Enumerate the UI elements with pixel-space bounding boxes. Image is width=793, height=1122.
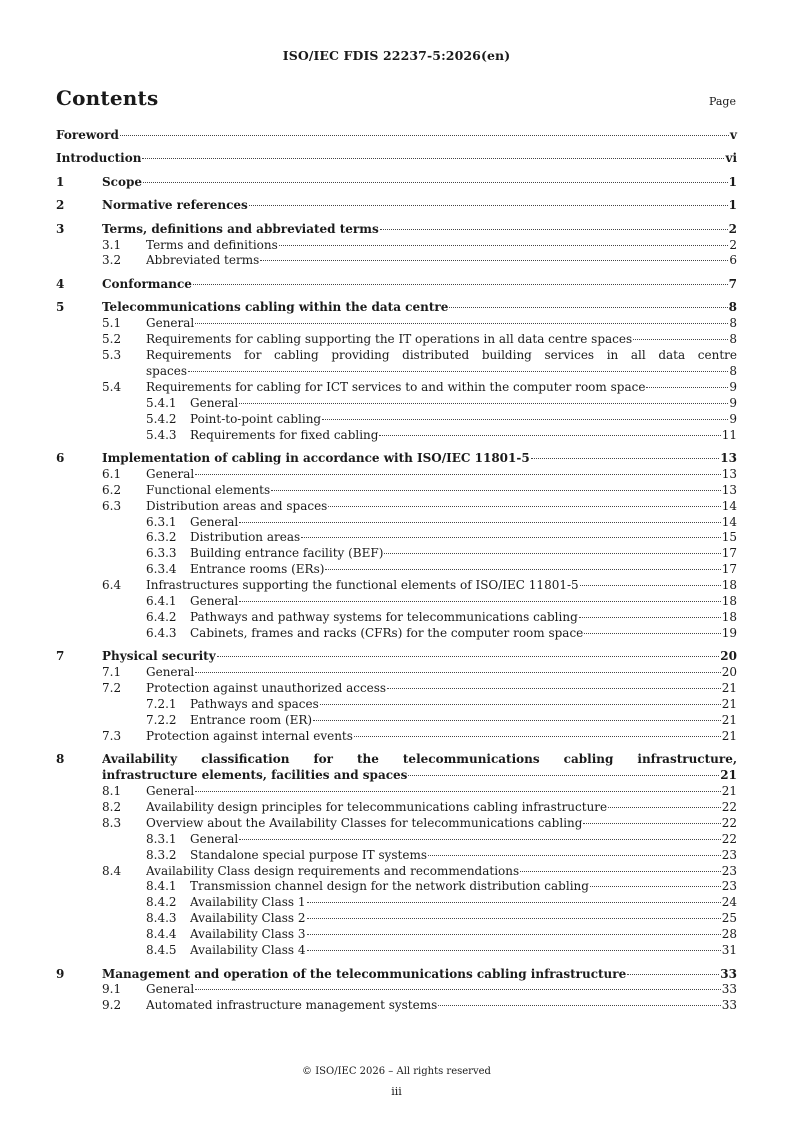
dot-leader bbox=[408, 775, 719, 776]
toc-entry-title-continued: infrastructure elements, facilities and spaces bbox=[102, 768, 408, 783]
toc-entry[interactable] bbox=[56, 151, 737, 167]
dot-leader bbox=[320, 704, 721, 705]
toc-entry-number: 6.3 bbox=[102, 498, 122, 513]
toc-entry-title: Point-to-point cabling bbox=[190, 411, 322, 426]
toc-entry-number: 4 bbox=[56, 276, 65, 291]
dot-leader bbox=[307, 902, 721, 903]
page-number: iii bbox=[391, 1085, 402, 1098]
toc-entry-page: 8 bbox=[729, 316, 737, 331]
dot-leader bbox=[438, 1005, 720, 1006]
toc-entry[interactable] bbox=[56, 681, 737, 697]
toc-entry-page: 14 bbox=[721, 514, 737, 529]
toc-entry[interactable] bbox=[56, 943, 737, 959]
toc-entry-number: 6.3.4 bbox=[146, 562, 177, 577]
toc-entry-number: 7.2.1 bbox=[146, 697, 177, 711]
toc-entry-title: Availability Class 1 bbox=[190, 895, 306, 910]
toc-entry-title: Telecommunications cabling within the data centre bbox=[102, 300, 449, 315]
dot-leader bbox=[195, 474, 720, 475]
dot-leader bbox=[195, 672, 720, 673]
toc-entry[interactable] bbox=[56, 626, 737, 642]
toc-entry-continuation[interactable] bbox=[56, 768, 737, 784]
dot-leader bbox=[195, 323, 728, 324]
toc-entry-number: 6.4.3 bbox=[146, 625, 177, 640]
toc-entry-page: 13 bbox=[721, 466, 737, 481]
toc-entry-number: 7.3 bbox=[102, 728, 122, 743]
toc-entry[interactable] bbox=[56, 578, 737, 594]
toc-entry-page: 23 bbox=[721, 847, 737, 862]
toc-entry-page: 18 bbox=[721, 578, 737, 593]
toc-entry[interactable] bbox=[56, 175, 737, 191]
toc-entry[interactable] bbox=[56, 546, 737, 562]
toc-entry[interactable] bbox=[56, 879, 737, 895]
toc-entry[interactable] bbox=[56, 832, 737, 848]
toc-entry-number: 8.1 bbox=[102, 784, 122, 799]
toc-entry-page: 18 bbox=[721, 609, 737, 624]
toc-entry[interactable] bbox=[56, 967, 737, 983]
toc-entry-number: 8.4.4 bbox=[146, 927, 177, 942]
toc-entry-page: vi bbox=[725, 151, 737, 166]
toc-entry-title: Foreword bbox=[56, 128, 119, 142]
toc-entry-number: 6.3.3 bbox=[146, 546, 177, 561]
dot-leader bbox=[301, 537, 721, 538]
page-title: Contents bbox=[56, 86, 159, 110]
toc-entry-number: 5.4.3 bbox=[146, 427, 177, 442]
toc-entry-title: Pathways and spaces bbox=[190, 697, 319, 711]
toc-entry-page: 1 bbox=[728, 174, 737, 189]
dot-leader bbox=[325, 569, 720, 570]
toc-entry-title: Distribution areas and spaces bbox=[146, 498, 328, 513]
toc-entry-title: Entrance rooms (ERs) bbox=[190, 562, 325, 577]
toc-entry[interactable] bbox=[56, 594, 737, 610]
dot-leader bbox=[193, 284, 728, 285]
dot-leader bbox=[384, 553, 720, 554]
toc-entry-title: Requirements for fixed cabling bbox=[190, 427, 379, 442]
toc-entry-number: 5.3 bbox=[102, 347, 122, 362]
toc-entry-title: General bbox=[190, 594, 239, 609]
toc-entry[interactable] bbox=[56, 253, 737, 269]
toc-entry-page: 9 bbox=[729, 395, 737, 410]
toc-entry-title-continued: spaces bbox=[146, 363, 187, 378]
toc-entry-page: 8 bbox=[728, 300, 737, 315]
dot-leader bbox=[580, 585, 721, 586]
dot-leader bbox=[579, 617, 721, 618]
dot-leader bbox=[583, 823, 720, 824]
toc-entry-number: 8.3.1 bbox=[146, 831, 177, 846]
toc-entry-page: 28 bbox=[721, 927, 737, 942]
toc-entry-page: 19 bbox=[721, 625, 737, 640]
toc-entry-page: 20 bbox=[721, 665, 737, 680]
toc-entry[interactable] bbox=[56, 610, 737, 626]
toc-entry-number: 1 bbox=[56, 174, 65, 189]
toc-entry[interactable] bbox=[56, 428, 737, 444]
dot-leader bbox=[387, 688, 721, 689]
toc-entry-title: Automated infrastructure management systems bbox=[146, 998, 438, 1013]
dot-leader bbox=[239, 403, 728, 404]
toc-entry-title: Overview about the Availability Classes for telecommunications cabling bbox=[146, 815, 583, 830]
toc-entry[interactable] bbox=[56, 713, 737, 729]
toc-entry-title: Protection against unauthorized access bbox=[146, 681, 387, 696]
toc-entry-continuation[interactable] bbox=[56, 364, 737, 380]
toc-entry-number: 9 bbox=[56, 966, 65, 981]
dot-leader bbox=[608, 807, 721, 808]
dot-leader bbox=[307, 918, 721, 919]
toc-entry-page: 18 bbox=[721, 594, 737, 609]
toc-entry-page: 25 bbox=[721, 911, 737, 926]
toc-entry[interactable] bbox=[56, 864, 737, 880]
toc-entry[interactable] bbox=[56, 128, 737, 144]
copyright-footer: © ISO/IEC 2026 – All rights reserved bbox=[302, 1066, 491, 1077]
toc-entry[interactable] bbox=[56, 911, 737, 927]
toc-entry-title: Availability Class 4 bbox=[190, 943, 306, 958]
toc-entry-number: 5.4.2 bbox=[146, 411, 177, 426]
toc-entry-number: 8.2 bbox=[102, 799, 122, 814]
toc-entry-page: 8 bbox=[729, 332, 737, 347]
toc-entry-number: 6.1 bbox=[102, 466, 122, 481]
toc-entry[interactable] bbox=[56, 982, 737, 998]
toc-entry-page: 20 bbox=[720, 649, 737, 664]
dot-leader bbox=[313, 720, 721, 721]
toc-entry[interactable] bbox=[56, 649, 737, 665]
dot-leader bbox=[380, 229, 728, 230]
toc-entry-title: General bbox=[146, 982, 195, 997]
dot-leader bbox=[307, 934, 721, 935]
toc-entry-number: 5.1 bbox=[102, 316, 122, 331]
toc-entry-page: 21 bbox=[721, 728, 737, 743]
toc-entry[interactable] bbox=[56, 451, 737, 467]
toc-entry-number: 6.4.2 bbox=[146, 609, 177, 624]
toc-entry-page: 22 bbox=[721, 799, 737, 814]
dot-leader bbox=[328, 506, 720, 507]
toc-entry[interactable] bbox=[56, 530, 737, 546]
toc-entry-number: 3 bbox=[56, 221, 65, 236]
toc-entry[interactable] bbox=[56, 222, 737, 238]
toc-entry-title: Terms and definitions bbox=[146, 237, 278, 252]
toc-entry[interactable] bbox=[56, 238, 737, 254]
toc-entry-page: 1 bbox=[728, 198, 737, 213]
toc-entry-page: 22 bbox=[721, 815, 737, 830]
dot-leader bbox=[307, 950, 721, 951]
toc-entry[interactable] bbox=[56, 665, 737, 681]
toc-entry-page: 22 bbox=[721, 831, 737, 846]
dot-leader bbox=[646, 387, 728, 388]
dot-leader bbox=[239, 522, 720, 523]
toc-entry-number: 7 bbox=[56, 649, 65, 664]
toc-entry[interactable] bbox=[56, 562, 737, 578]
toc-entry-page: 31 bbox=[721, 943, 737, 958]
toc-entry-title: Infrastructures supporting the functional elements of ISO/IEC 11801-5 bbox=[146, 578, 579, 593]
toc-entry[interactable] bbox=[56, 499, 737, 515]
toc-entry-page: 2 bbox=[729, 237, 737, 252]
toc-entry-title: Availability Class 2 bbox=[190, 911, 306, 926]
toc-entry-number: 6.4.1 bbox=[146, 594, 177, 609]
toc-entry-page: 24 bbox=[721, 895, 737, 910]
toc-entry-number: 8.4.2 bbox=[146, 895, 177, 910]
toc-entry-page: 23 bbox=[721, 863, 737, 878]
toc-entry-page: 9 bbox=[729, 411, 737, 426]
toc-entry[interactable] bbox=[56, 483, 737, 499]
toc-entry-page: 11 bbox=[721, 427, 737, 442]
toc-entry-page: 8 bbox=[729, 363, 737, 378]
document-header: ISO/IEC FDIS 22237-5:2026(en) bbox=[282, 48, 511, 63]
toc-entry-number: 8.4 bbox=[102, 863, 122, 878]
dot-leader bbox=[239, 601, 720, 602]
dot-leader bbox=[627, 974, 719, 975]
toc-entry-title: Management and operation of the telecommunications cabling infrastructure bbox=[102, 966, 627, 981]
dot-leader bbox=[354, 736, 721, 737]
toc-entry-number: 5.2 bbox=[102, 332, 122, 347]
toc-entry[interactable] bbox=[56, 380, 737, 396]
toc-entry[interactable] bbox=[56, 729, 737, 745]
toc-entry-title: General bbox=[190, 514, 239, 529]
toc-entry-title: Requirements for cabling providing distributed building services in all data centre bbox=[146, 347, 737, 362]
toc-entry-title: Standalone special purpose IT systems bbox=[190, 847, 428, 862]
toc-entry-title: Requirements for cabling for ICT services to and within the computer room space bbox=[146, 379, 646, 394]
toc-entry-page: 15 bbox=[721, 530, 737, 545]
toc-entry[interactable] bbox=[56, 800, 737, 816]
toc-entry-title: Terms, definitions and abbreviated terms bbox=[102, 221, 379, 236]
toc-entry[interactable] bbox=[56, 467, 737, 483]
toc-entry[interactable] bbox=[56, 752, 737, 768]
toc-entry[interactable] bbox=[56, 895, 737, 911]
toc-entry-title: Entrance room (ER) bbox=[190, 712, 313, 727]
toc-entry[interactable] bbox=[56, 784, 737, 800]
toc-entry-number: 8.4.3 bbox=[146, 911, 177, 926]
dot-leader bbox=[260, 260, 728, 261]
toc-entry[interactable] bbox=[56, 198, 737, 214]
toc-entry[interactable] bbox=[56, 697, 737, 713]
toc-entry-page: 9 bbox=[729, 379, 737, 394]
toc-entry-number: 8.4.1 bbox=[146, 879, 177, 894]
toc-entry-page: 7 bbox=[728, 276, 737, 291]
toc-entry[interactable] bbox=[56, 816, 737, 832]
dot-leader bbox=[379, 435, 720, 436]
toc-entry-title: Requirements for cabling supporting the IT operations in all data centre spaces bbox=[146, 332, 633, 347]
toc-entry-page: 17 bbox=[721, 546, 737, 561]
toc-entry-page: 33 bbox=[720, 966, 737, 981]
toc-entry[interactable] bbox=[56, 998, 737, 1014]
toc-entry-number: 8.3 bbox=[102, 815, 122, 830]
toc-entry-title: General bbox=[146, 466, 195, 481]
toc-entry-page: 21 bbox=[721, 712, 737, 727]
dot-leader bbox=[120, 135, 729, 136]
dot-leader bbox=[239, 839, 720, 840]
dot-leader bbox=[531, 458, 720, 459]
toc-entry-number: 5.4 bbox=[102, 379, 122, 394]
toc-entry-page: 21 bbox=[720, 768, 737, 783]
dot-leader bbox=[322, 419, 728, 420]
toc-entry[interactable] bbox=[56, 300, 737, 316]
toc-entry[interactable] bbox=[56, 348, 737, 364]
toc-entry-title: Functional elements bbox=[146, 482, 271, 497]
toc-entry-title: General bbox=[146, 316, 195, 331]
toc-entry-page: 23 bbox=[721, 879, 737, 894]
toc-entry-title: General bbox=[190, 831, 239, 846]
toc-entry-title: Conformance bbox=[102, 276, 192, 291]
toc-entry-title: Introduction bbox=[56, 151, 142, 166]
dot-leader bbox=[279, 245, 729, 246]
toc-entry-number: 8 bbox=[56, 752, 65, 767]
toc-entry-title: Physical security bbox=[102, 649, 216, 664]
toc-entry-number: 3.1 bbox=[102, 237, 122, 252]
toc-entry-title: Implementation of cabling in accordance with ISO/IEC 11801-5 bbox=[102, 450, 530, 465]
toc-entry-number: 8.3.2 bbox=[146, 847, 177, 862]
toc-entry-page: 13 bbox=[720, 450, 737, 465]
toc-entry[interactable] bbox=[56, 277, 737, 293]
toc-entry-page: v bbox=[730, 128, 737, 142]
toc-entry-number: 7.1 bbox=[102, 665, 122, 680]
toc-entry-page: 13 bbox=[721, 482, 737, 497]
toc-entry-title: Distribution areas bbox=[190, 530, 301, 545]
toc-entry-number: 7.2.2 bbox=[146, 712, 177, 727]
dot-leader bbox=[590, 886, 721, 887]
toc-entry-title: Availability design principles for telecommunications cabling infrastructure bbox=[146, 799, 608, 814]
toc-entry-number: 8.4.5 bbox=[146, 943, 177, 958]
toc-entry[interactable] bbox=[56, 515, 737, 531]
page-column-label: Page bbox=[708, 95, 736, 108]
toc-entry-number: 5 bbox=[56, 300, 65, 315]
toc-entry-title: Scope bbox=[102, 174, 143, 189]
toc-entry-title: Abbreviated terms bbox=[146, 253, 260, 268]
toc-entry-page: 21 bbox=[721, 697, 737, 711]
toc-entry-title: Transmission channel design for the network distribution cabling bbox=[190, 879, 589, 894]
toc-entry-page: 33 bbox=[721, 982, 737, 997]
toc-entry-number: 9.1 bbox=[102, 982, 122, 997]
toc-entry-page: 14 bbox=[721, 498, 737, 513]
toc-entry-page: 6 bbox=[729, 253, 737, 268]
table-of-contents bbox=[56, 128, 737, 1014]
toc-entry-number: 6.3.2 bbox=[146, 530, 177, 545]
toc-entry[interactable] bbox=[56, 316, 737, 332]
dot-leader bbox=[428, 855, 721, 856]
dot-leader bbox=[217, 656, 720, 657]
dot-leader bbox=[195, 791, 720, 792]
contents-title-row bbox=[56, 86, 736, 110]
toc-entry-title: Building entrance facility (BEF) bbox=[190, 546, 384, 561]
toc-entry-title: Pathways and pathway systems for telecommunications cabling bbox=[190, 609, 578, 624]
toc-entry[interactable] bbox=[56, 848, 737, 864]
dot-leader bbox=[633, 339, 728, 340]
dot-leader bbox=[449, 307, 727, 308]
toc-entry[interactable] bbox=[56, 412, 737, 428]
toc-entry-number: 6.2 bbox=[102, 482, 122, 497]
dot-leader bbox=[249, 205, 728, 206]
toc-entry-page: 33 bbox=[721, 998, 737, 1013]
toc-entry-title: General bbox=[146, 665, 195, 680]
dot-leader bbox=[271, 490, 721, 491]
toc-entry-number: 9.2 bbox=[102, 998, 122, 1013]
dot-leader bbox=[143, 182, 728, 183]
toc-entry-title: Availability Class 3 bbox=[190, 927, 306, 942]
dot-leader bbox=[195, 989, 720, 990]
dot-leader bbox=[142, 158, 724, 159]
toc-entry-title: Normative references bbox=[102, 198, 248, 213]
toc-entry-title: General bbox=[190, 395, 239, 410]
dot-leader bbox=[584, 633, 720, 634]
toc-entry-number: 6.4 bbox=[102, 578, 122, 593]
toc-entry-page: 21 bbox=[721, 784, 737, 799]
toc-entry-title: Cabinets, frames and racks (CFRs) for the computer room space bbox=[190, 625, 584, 640]
dot-leader bbox=[520, 871, 721, 872]
toc-entry[interactable] bbox=[56, 332, 737, 348]
toc-entry-number: 2 bbox=[56, 198, 65, 213]
toc-entry-page: 17 bbox=[721, 562, 737, 577]
toc-entry-page: 21 bbox=[721, 681, 737, 696]
toc-entry-page: 2 bbox=[728, 221, 737, 236]
toc-entry-title: Availability Class design requirements and recommendations bbox=[146, 863, 520, 878]
toc-entry-number: 3.2 bbox=[102, 253, 122, 268]
toc-entry-number: 7.2 bbox=[102, 681, 122, 696]
toc-entry-title: General bbox=[146, 784, 195, 799]
dot-leader bbox=[188, 371, 728, 372]
toc-entry-title: Protection against internal events bbox=[146, 728, 353, 743]
toc-entry[interactable] bbox=[56, 927, 737, 943]
toc-entry-number: 6.3.1 bbox=[146, 514, 177, 529]
toc-entry-number: 5.4.1 bbox=[146, 395, 177, 410]
toc-entry[interactable] bbox=[56, 396, 737, 412]
toc-entry-title: Availability classification for the telecommunications cabling infrastructure, bbox=[102, 752, 737, 767]
toc-entry-number: 6 bbox=[56, 450, 65, 465]
